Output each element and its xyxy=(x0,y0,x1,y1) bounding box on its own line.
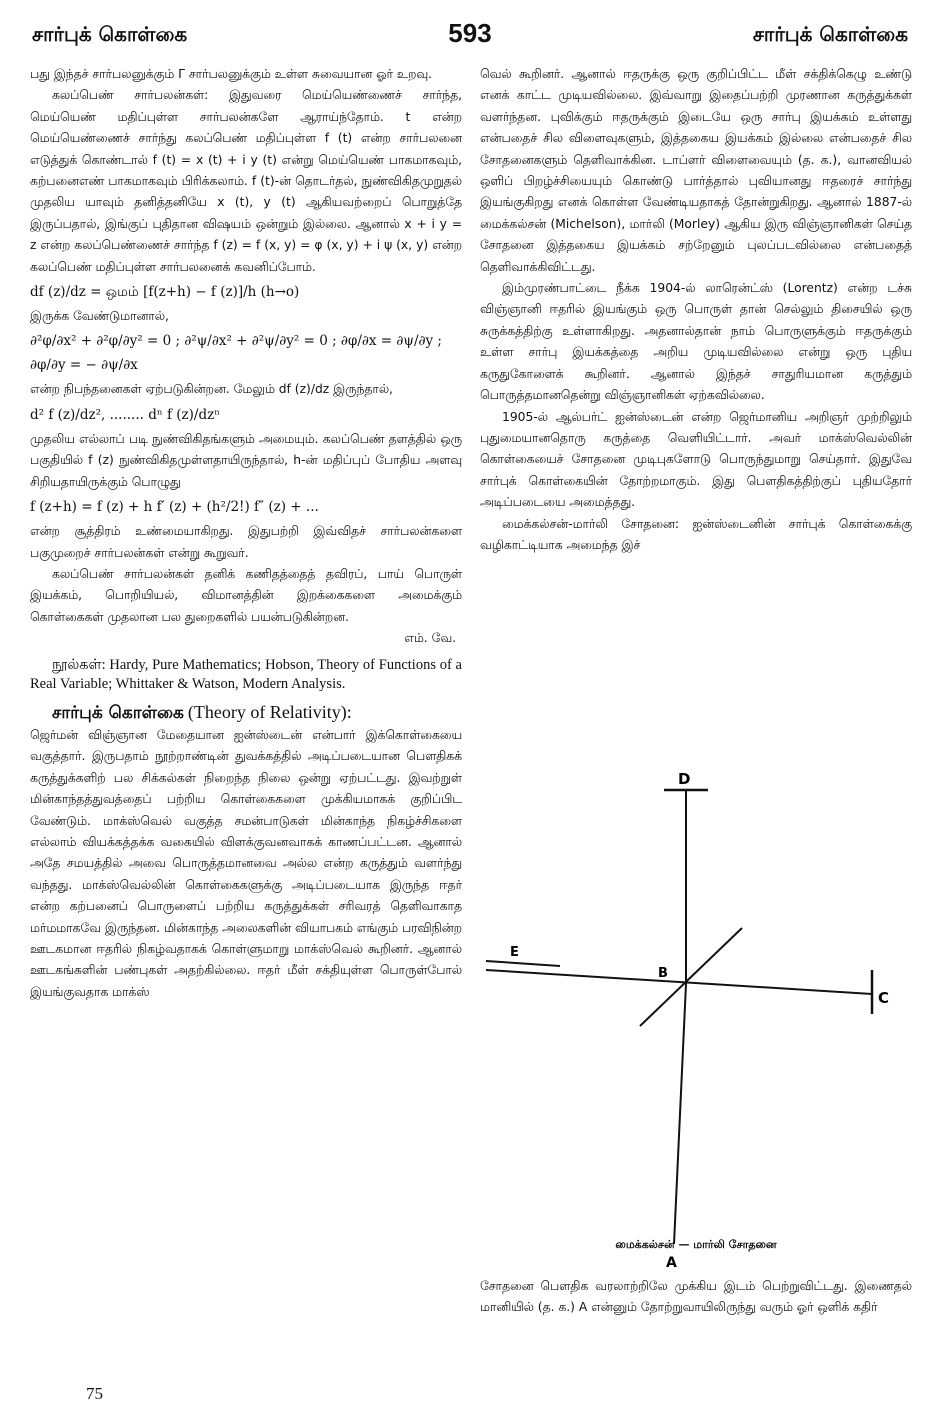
paragraph: முதலிய எல்லாப் படி நுண்விகிதங்களும் அமையும். கலப்பெண் தளத்தில் ஒரு பகுதியில் f (z) நுண்விகிதமுள்ளதாயிருந்தால், h-ன் மதிப்புப் போதிய அளவு சிறியதாயிருக்கும் பொழுது xyxy=(30,431,462,489)
running-title-left: சார்புக் கொள்கை xyxy=(32,22,188,46)
michelson-morley-diagram xyxy=(480,760,912,1280)
paragraph: கலப்பெண் சார்பலன்கள் தனிக் கணிதத்தைத் தவிரப், பாய் பொருள் இயக்கம், பொறியியல், விமானத்தின் இறக்கைகளை அமைக்கும் கொள்கைகள் முதலான பல துறைகளில் பயன்படுகின்றன. xyxy=(30,566,462,624)
equation-taylor: f (z+h) = f (z) + h f′ (z) + (h²/2!) f″ (z) + ... xyxy=(30,499,319,516)
equation-cauchy-riemann: ∂²φ/∂x² + ∂²φ/∂y² = 0 ; ∂²ψ/∂x² + ∂²ψ/∂y² = 0 ; ∂φ/∂x = ∂ψ/∂y ; ∂φ/∂y = − ∂ψ/∂x xyxy=(30,333,442,374)
right-column-bottom xyxy=(480,1276,912,1319)
source-e-line xyxy=(486,961,560,966)
section-heading xyxy=(30,702,462,725)
arm-horizontal xyxy=(486,970,872,994)
paragraph: சோதனை பௌதிக வரலாற்றிலே முக்கிய இடம் பெற்றுவிட்டது. இணைதல் மானியில் (த. க.) A என்னும் தோற்றுவாயிலிருந்து வரும் ஓர் ஒளிக் கதிர் xyxy=(480,1279,912,1315)
section-title: சார்புக் கொள்கை xyxy=(52,702,184,723)
beam-splitter xyxy=(640,928,742,1026)
label-b: B xyxy=(658,966,668,981)
label-d: D xyxy=(678,770,691,788)
arm-vertical-lower xyxy=(674,984,686,1244)
page-number: 593 xyxy=(448,18,492,48)
folio-number: 75 xyxy=(86,1384,103,1403)
author-initials: எம். வே. xyxy=(404,631,456,646)
figure-caption: மைக்கல்சன் — மார்லி சோதனை xyxy=(615,1238,777,1251)
paragraph: என்ற சூத்திரம் உண்மையாகிறது. இதுபற்றி இவ்விதச் சார்பலன்களை பகுமுறைச் சார்பலன்கள் என்று கூறுவர். xyxy=(30,524,462,560)
page-header xyxy=(32,18,908,58)
paragraph-relativity-intro: ஜெர்மன் விஞ்ஞான மேதையான ஐன்ஸ்டைன் என்பார் இக்கொள்கையை வகுத்தார். இருபதாம் நூற்றாண்டின் துவக்கத்தில் அடிப்படையான பௌதிகக் கருத்துக்களிற் பல சிக்கல்கள் நிறைந்த நிலை ஒன்று ஏற்பட்டது. இவற்றுள் மின்காந்தத்துவத்தைப் பற்றிய கொள்கைகளை முக்கியமாகக் குறிப்பிட வேண்டும். மாக்ஸ்வெல் வகுத்த சமன்பாடுகள் மின்காந்த நிகழ்ச்சிகளை எல்லாம் வியக்கத்தக்க வகையில் விளக்குவனவாகக் காணப்பட்டன. ஆனால் அதே சமயத்தில் அவை பொருத்தமானவை அல்ல என்ற கருத்தும் வளர்ந்து வந்தது. மாக்ஸ்வெல்லின் கொள்கைகளுக்கு அடிப்படையாக இருந்த ஈதர் என்ற கற்பனைப் பொருளைப் பற்றிய கருத்துக்கள் சரிவரத் தெளிவாகாத மர்மமாகவே இருந்தன. மின்காந்த அலைகளின் வியாபகம் எங்கும் பரவிநின்ற ஊடகமான ஈதரில் நிகழ்வதாகக் கொள்ளுமாறு மாக்ஸ்வெல் கூறினர். ஆனால் ஊடகங்களின் பண்புகள் அதற்கில்லை. ஈதர் மீள் சக்தியுள்ள பொருள்போல் இயங்குவதாக மாக்ஸ் xyxy=(30,727,462,999)
label-e: E xyxy=(510,945,519,960)
paragraph-complex-functions: கலப்பெண் சார்பலன்கள்: இதுவரை மெய்யெண்ணைச் சார்ந்த, மெய்யெண் மதிப்புள்ள சார்பலன்களே ஆராய்ந்தோம். t என்ற மெய்யெண்ணைச் சார்ந்து கலப்பெண் மதிப்புள்ள f (t) என்ற சார்பலனை எடுத்துக் கொண்டால் f (t) = x (t) + i y (t) என்று மெய்யெண் பாகமாகவும், கற்பனைஎண் பாகமாகவும் பிரிக்கலாம். f (t)-ன் தொடர்தல், நுண்விகிதமுறுதல் முதலிய யாவும் தனித்தனியே x (t), y (t) ஆகியவற்றைப் பொறுத்தே இருப்பதால், இங்குப் புதிதான விஷயம் ஒன்றும் இல்லை. ஆனால் x + i y = z என்ற கலப்பெண்ணைச் சார்ந்த f (z) = f (x, y) = φ (x, y) + i ψ (x, y) என்ற கலப்பெண் மதிப்புள்ள சார்பலனைக் கவனிப்போம். xyxy=(30,88,462,274)
paragraph: பது இந்தச் சார்பலனுக்கும் Γ சார்பலனுக்கும் உள்ள சுவையான ஓர் உறவு. xyxy=(30,67,433,81)
paragraph-michelson-morley: மைக்கல்சன்-மார்லி சோதனை: ஐன்ஸ்டைனின் சார்புக் கொள்கைக்கு வழிகாட்டியாக அமைந்த இச் xyxy=(480,516,912,552)
paragraph-einstein: 1905-ல் ஆல்பர்ட் ஐன்ஸ்டைன் என்ற ஜெர்மானிய அறிஞர் முற்றிலும் புதுமையானதொரு கருத்தை வெளியிட்டார். அவர் மாக்ஸ்வெல்லின் கொள்கையைச் சோதனை முடிபுகளோடு பொருந்துமாறு செய்தார். இதுவே சார்புக் கொள்கையின் தோற்றமாகும். இது பௌதிகத்திற்குப் புதியதோர் அடிப்படையை அமைத்தது. xyxy=(480,409,912,510)
paragraph-lorentz: இம்முரண்பாட்டை நீக்க 1904-ல் லாரென்ட்ஸ் (Lorentz) என்ற டச்சு விஞ்ஞானி ஈதரில் இயங்கும் ஒரு பொருள் தான் செல்லும் திசையில் ஒரு சுருக்கத்திற்கு உள்ளாகிறது. அதனால்தான் நாம் பொருளுக்கும் ஈதருக்கும் உள்ள சார்பு இயக்கத்தை அறிய முடியவில்லை என்று ஒரு புதிய கருதுகோளைக் கூறினர். ஆனால் இந்தச் சாதுரியமான கருத்தும் பொருத்தமானதென்று விஞ்ஞானிகள் ஏற்கவில்லை. xyxy=(480,281,912,403)
equation-derivative: df (z)/dz = ஒமம் [f(z+h) − f (z)]/h (h→o) xyxy=(30,284,300,301)
right-column xyxy=(480,64,912,754)
label-a: A xyxy=(666,1255,677,1271)
equation-higher-derivatives: d² f (z)/dz², ........ dⁿ f (z)/dzⁿ xyxy=(30,406,221,423)
running-title-right: சார்புக் கொள்கை xyxy=(752,22,908,46)
equation-tail: என்ற நிபந்தனைகள் ஏற்படுகின்றன. மேலும் df (z)/dz இருந்தால், xyxy=(30,382,393,397)
label-c: C xyxy=(878,989,890,1007)
left-column xyxy=(30,64,462,1334)
equation-lead: இருக்க வேண்டுமானால், xyxy=(30,309,169,324)
references: நூல்கள்: Hardy, Pure Mathematics; Hobson, Theory of Functions of a Real Variable; Whittaker & Watson, Modern Analysis. xyxy=(30,656,462,692)
paragraph: வெல் கூறினர். ஆனால் ஈதருக்கு ஒரு குறிப்பிட்ட மீள் சக்திக்கெழு உண்டு எனக் காட்ட முடியவில்லை. இவ்வாறு இதைப்பற்றி முரணான கருத்துக்கள் வளர்ந்தன. புவிக்கும் ஈதருக்கும் இடையே ஒரு சார்பு இயக்கம் உள்ளது என்பதைச் சில விளைவுகளும், இத்தகைய இயக்கம் இல்லை என்பதைச் சில சோதனைகளும் தெளிவாக்கின. டாப்ளர் விளைவையும் (த. க.), வானவியல் ஒளிப் பிறழ்ச்சியையும் கொண்டு பார்த்தால் புவியானது ஈதரைச் சார்ந்து இயங்குகிறது எனக் கொள்ள வேண்டியதாகத் தோன்றுகிறது. ஆனால் 1887-ல் மைக்கல்சன் (Michelson), மார்லி (Morley) ஆகிய இரு விஞ்ஞானிகள் செய்த சோதனை இத்தகைய இயக்கம் சற்றேனும் புலப்படவில்லை என்பதைத் தெளிவாக்கிவிட்டது. xyxy=(480,67,912,274)
section-title-english: (Theory of Relativity): xyxy=(187,701,352,722)
